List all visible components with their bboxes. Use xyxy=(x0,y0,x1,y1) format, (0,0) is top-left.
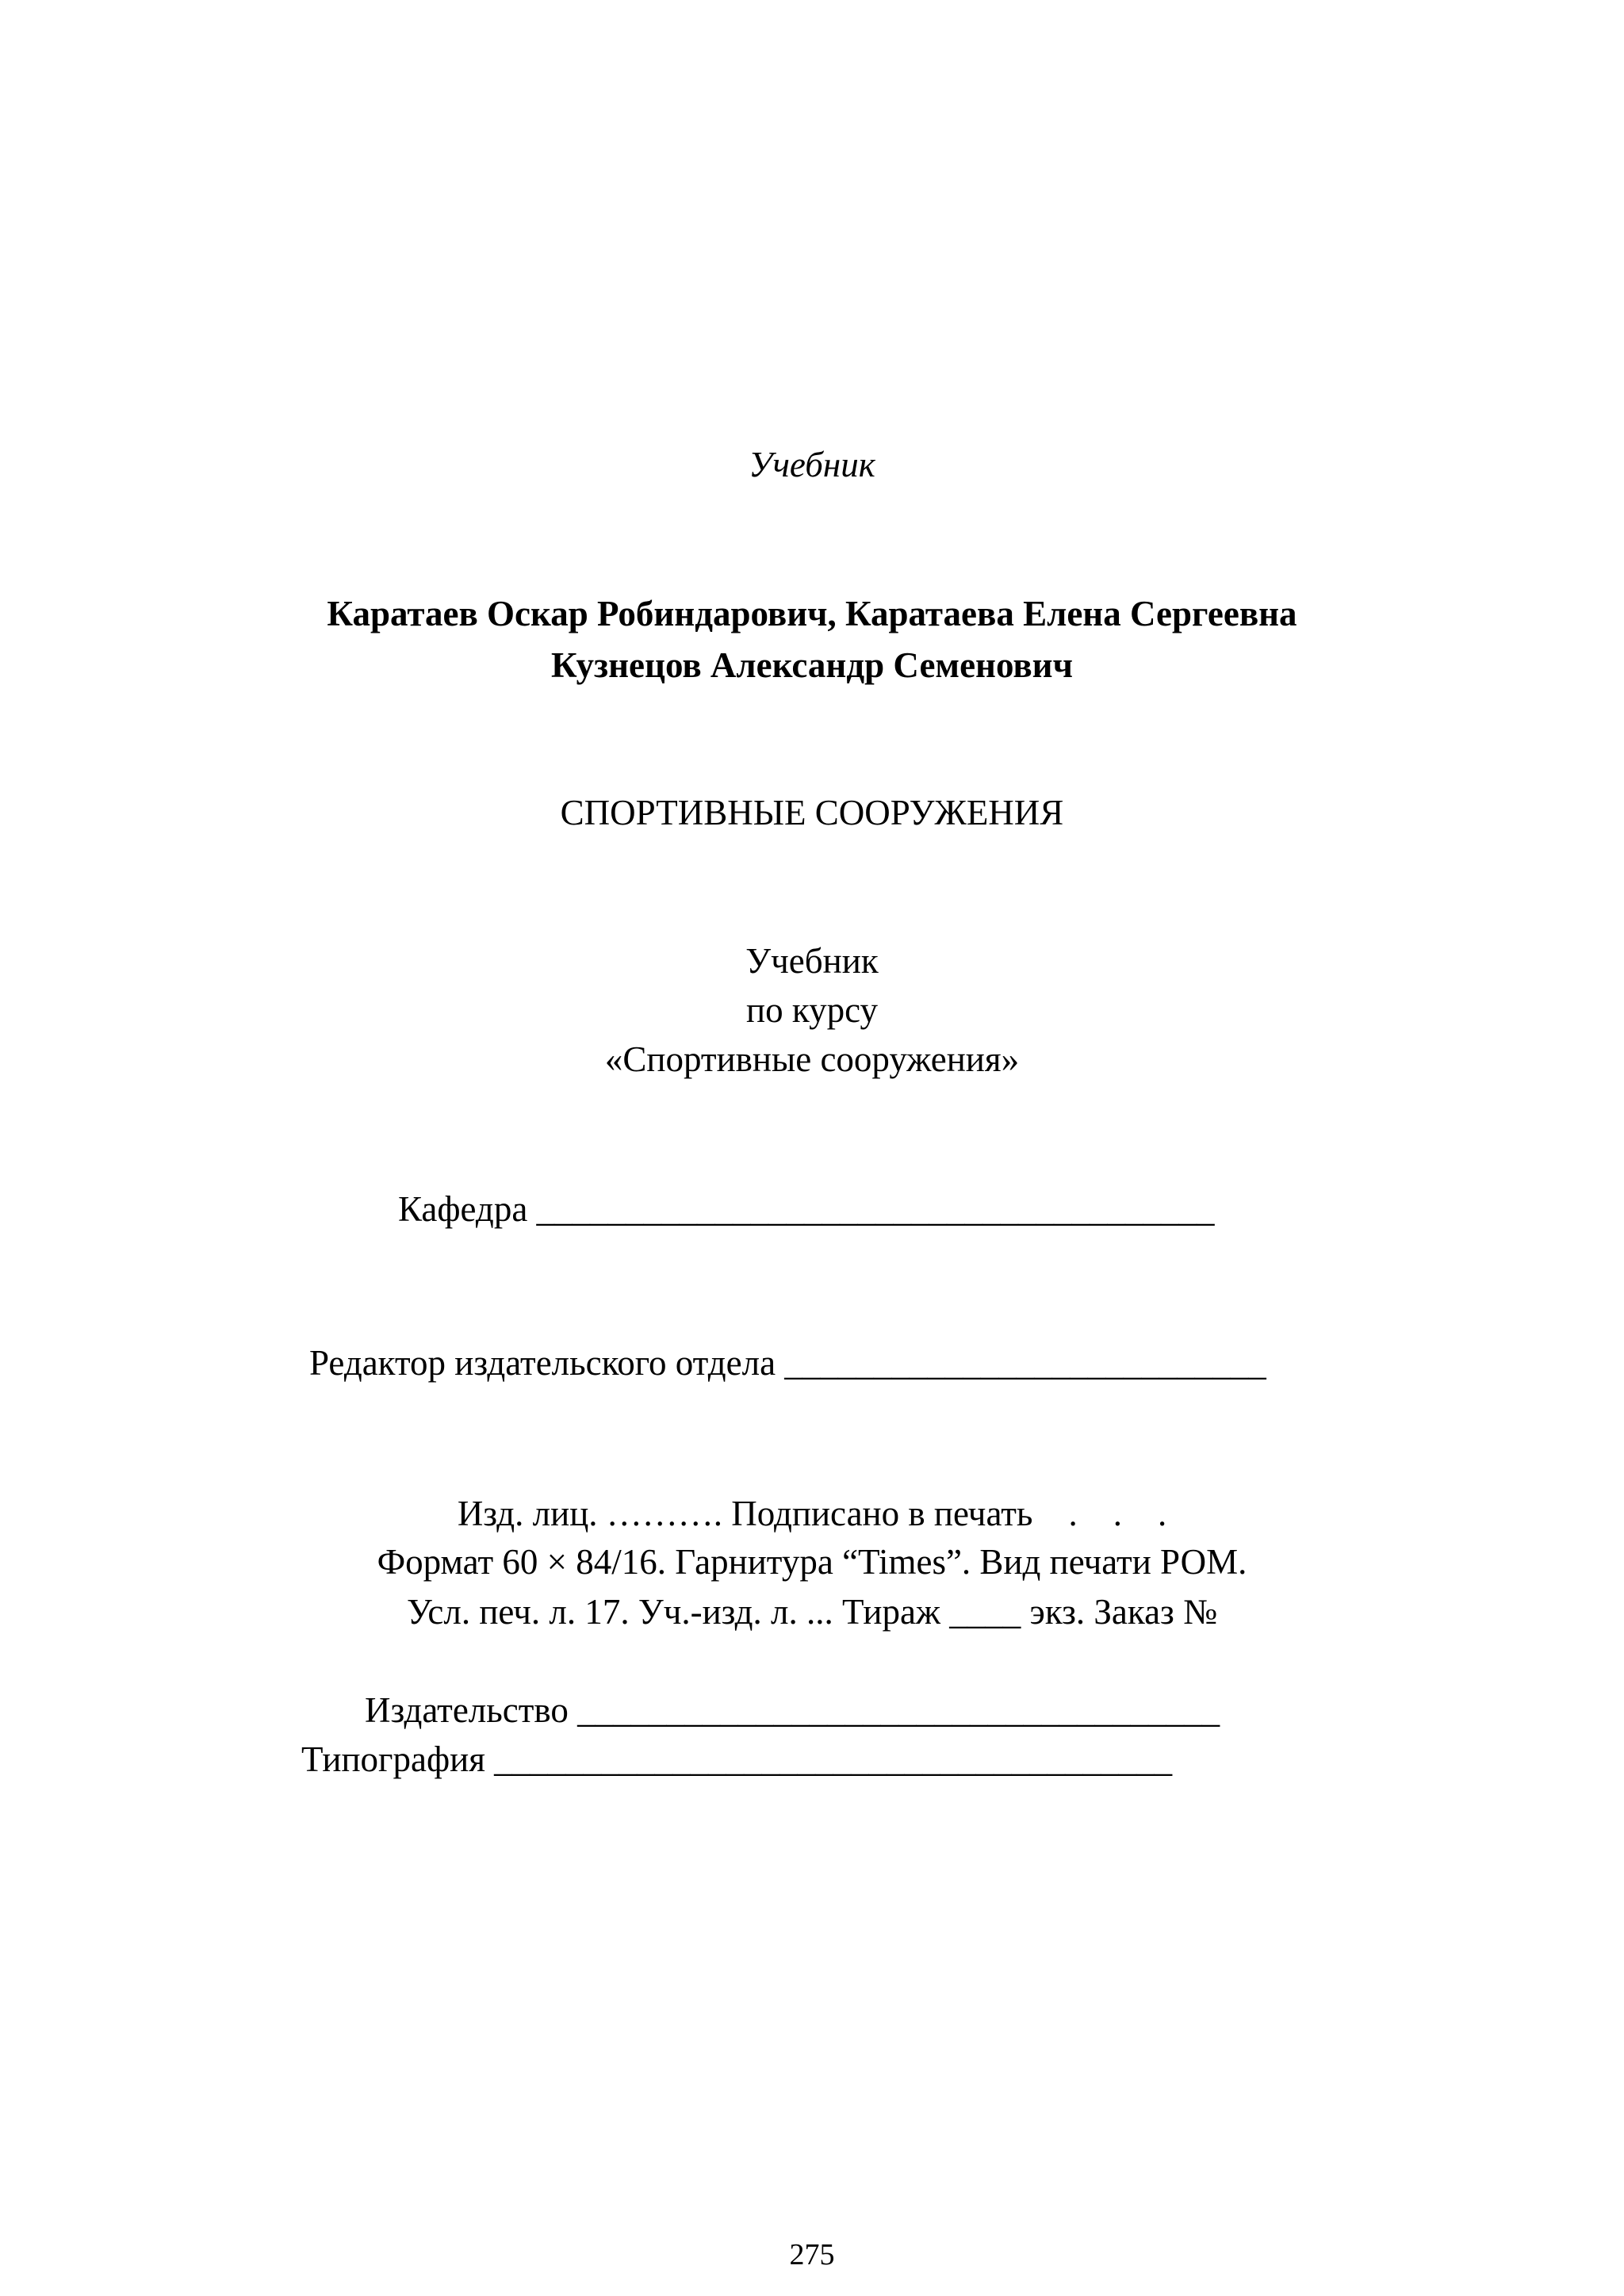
subtitle-line-1: Учебник xyxy=(745,941,879,981)
authors-line-1: Каратаев Оскар Робиндарович, Каратаева Елена Сергеевна xyxy=(327,594,1297,633)
genre-label: Учебник xyxy=(749,445,875,484)
subtitle-line-2: по курсу xyxy=(746,990,878,1030)
imprint-line-3: Усл. печ. л. 17. Уч.-изд. л. ... Тираж ____ экз. Заказ № xyxy=(406,1592,1218,1632)
imprint-line-1: Изд. лиц. ………. Подписано в печать . . . xyxy=(457,1494,1167,1533)
publisher-field: Издательство ____________________________________ xyxy=(365,1690,1220,1730)
subtitle-line-3: «Спортивные сооружения» xyxy=(604,1039,1020,1079)
page-number: 275 xyxy=(789,2238,835,2271)
authors-line-2: Кузнецов Александр Семенович xyxy=(551,645,1073,685)
printer-field: Типография ______________________________________ xyxy=(301,1739,1173,1779)
imprint-line-2: Формат 60 × 84/16. Гарнитура “Times”. Вид печати РОМ. xyxy=(377,1542,1247,1582)
editor-field: Редактор издательского отдела ___________________________ xyxy=(309,1343,1266,1383)
department-field: Кафедра ______________________________________ xyxy=(398,1189,1215,1229)
book-title: СПОРТИВНЫЕ СООРУЖЕНИЯ xyxy=(560,793,1064,832)
